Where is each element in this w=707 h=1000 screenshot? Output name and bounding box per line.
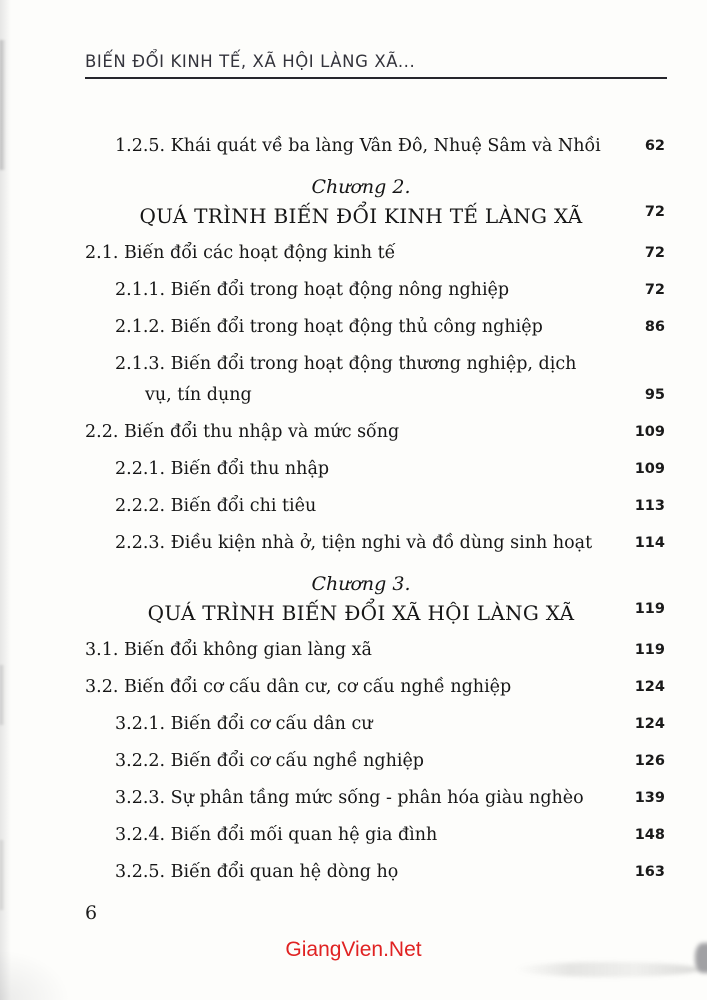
toc-entry-page: 148 bbox=[634, 827, 665, 843]
toc-entry-page: 95 bbox=[644, 387, 665, 403]
scan-edge-shadow-middle bbox=[0, 665, 5, 725]
toc-entry bbox=[85, 451, 665, 488]
toc-entry bbox=[85, 525, 665, 562]
toc-entry-page: 119 bbox=[634, 642, 665, 658]
toc-entry-page: 114 bbox=[634, 535, 665, 551]
toc-entry-page: 72 bbox=[644, 282, 665, 298]
toc-entry bbox=[85, 309, 665, 346]
chapter-title bbox=[85, 201, 665, 235]
toc-entry-page: 163 bbox=[634, 864, 665, 880]
toc-entry bbox=[85, 706, 665, 743]
toc-entry-label: 1.2.5. Khái quát về ba làng Vân Đô, Nhuệ Sâm và Nhồi bbox=[115, 136, 601, 156]
toc-entry bbox=[85, 414, 665, 451]
toc-entry-label: 2.1.3. Biến đổi trong hoạt động thương nghiệp, dịch vụ, tín dụng bbox=[85, 349, 633, 411]
toc-entry-label: 3.2.1. Biến đổi cơ cấu dân cư bbox=[115, 714, 373, 734]
toc-entry-label: 3.2.3. Sự phân tầng mức sống - phân hóa giàu nghèo bbox=[115, 788, 584, 808]
scan-smudge-corner bbox=[695, 943, 707, 973]
toc-entry bbox=[85, 743, 665, 780]
toc-entry bbox=[85, 632, 665, 669]
toc-entry-label-continuation: vụ, tín dụng bbox=[145, 385, 252, 405]
chapter-label-text: Chương 3. bbox=[311, 573, 411, 595]
toc-entry-label: 2.1.1. Biến đổi trong hoạt động nông nghiệp bbox=[115, 280, 510, 300]
toc-entry-page: 139 bbox=[634, 790, 665, 806]
toc-entry-label: 3.2.5. Biến đổi quan hệ dòng họ bbox=[115, 862, 399, 882]
scan-edge-shadow-top bbox=[0, 40, 6, 170]
toc-entry bbox=[85, 817, 665, 854]
toc-entry-label: 2.2. Biến đổi thu nhập và mức sống bbox=[85, 422, 400, 442]
toc-entry-label: 2.2.2. Biến đổi chi tiêu bbox=[115, 496, 317, 516]
toc-entry-label: 3.2. Biến đổi cơ cấu dân cư, cơ cấu nghề nghiệp bbox=[85, 677, 512, 697]
chapter-label bbox=[85, 562, 665, 598]
toc-entry-label: 3.2.2. Biến đổi cơ cấu nghề nghiệp bbox=[115, 751, 425, 771]
chapter-title-page: 119 bbox=[634, 601, 665, 617]
toc-entry bbox=[85, 488, 665, 525]
toc-entry-page: 124 bbox=[634, 716, 665, 732]
chapter-title-text: QUÁ TRÌNH BIẾN ĐỔI XÃ HỘI LÀNG XÃ bbox=[147, 601, 575, 625]
chapter-title-text: QUÁ TRÌNH BIẾN ĐỔI KINH TẾ LÀNG XÃ bbox=[139, 204, 583, 228]
toc-entry bbox=[85, 272, 665, 309]
running-header bbox=[85, 52, 667, 79]
toc-entry-page: 86 bbox=[644, 319, 665, 335]
toc-entry-page: 124 bbox=[634, 679, 665, 695]
chapter-label-text: Chương 2. bbox=[311, 176, 411, 198]
toc-entry-page: 72 bbox=[644, 245, 665, 261]
toc-entry-label: 3.1. Biến đổi không gian làng xã bbox=[85, 640, 372, 660]
toc-entry bbox=[85, 780, 665, 817]
scan-smudge-streak bbox=[515, 962, 700, 977]
toc-entry bbox=[85, 854, 665, 891]
header-rule bbox=[85, 77, 667, 79]
toc-entry-label: 2.2.3. Điều kiện nhà ở, tiện nghi và đồ dùng sinh hoạt bbox=[115, 533, 593, 553]
toc-entry-label: 2.2.1. Biến đổi thu nhập bbox=[115, 459, 330, 479]
toc-entry-page: 126 bbox=[634, 753, 665, 769]
running-header-title: BIẾN ĐỔI KINH TẾ, XÃ HỘI LÀNG XÃ... bbox=[85, 52, 416, 71]
scan-edge-shadow-bottom bbox=[0, 840, 5, 910]
chapter-title-page: 72 bbox=[644, 204, 665, 220]
toc-entry-page: 62 bbox=[644, 138, 665, 154]
toc-entry bbox=[85, 128, 665, 165]
page-number: 6 bbox=[85, 902, 98, 924]
toc-entry-page: 109 bbox=[634, 424, 665, 440]
toc-entry bbox=[85, 346, 665, 414]
watermark-text: GiangVien.Net bbox=[285, 938, 422, 961]
chapter-title bbox=[85, 598, 665, 632]
toc-entry-label: 2.1. Biến đổi các hoạt động kinh tế bbox=[85, 243, 396, 263]
toc-list bbox=[85, 128, 665, 891]
toc-entry bbox=[85, 669, 665, 706]
toc-entry-page: 113 bbox=[634, 498, 665, 514]
toc-entry-page: 109 bbox=[634, 461, 665, 477]
toc-entry-label: 2.1.2. Biến đổi trong hoạt động thủ công nghiệp bbox=[115, 317, 543, 337]
toc-entry bbox=[85, 235, 665, 272]
toc-entry-label: 3.2.4. Biến đổi mối quan hệ gia đình bbox=[115, 825, 438, 845]
chapter-label bbox=[85, 165, 665, 201]
